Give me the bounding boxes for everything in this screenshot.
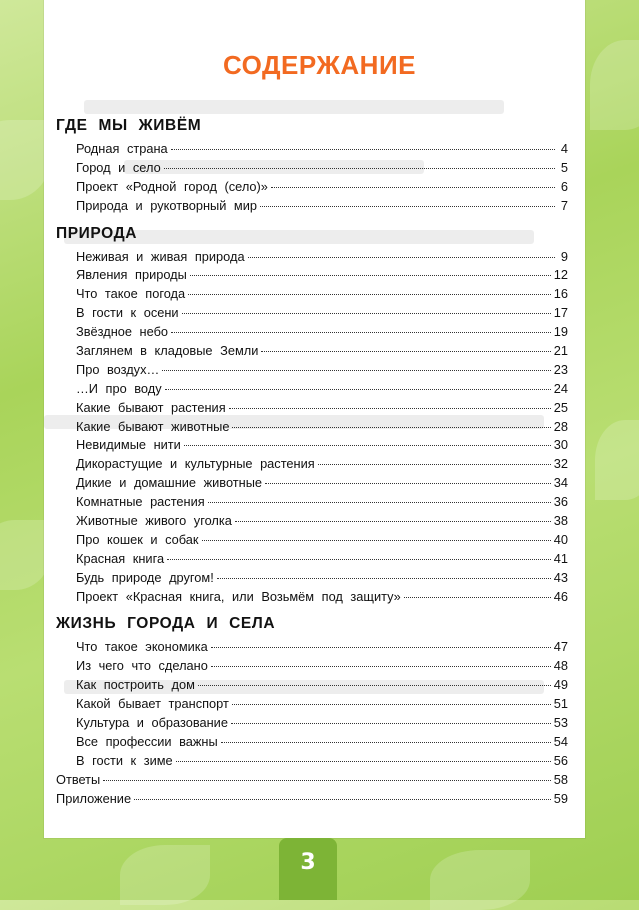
toc-entry[interactable] <box>56 197 568 216</box>
toc-entry-label: Заглянем в кладовые Земли <box>76 343 259 359</box>
leader-dots <box>188 294 551 295</box>
leader-dots <box>202 540 551 541</box>
section-title: ПРИРОДА <box>56 224 138 242</box>
toc-entry-page: 49 <box>553 677 568 693</box>
toc-entry-page: 47 <box>553 639 568 655</box>
toc-entry[interactable] <box>56 304 568 323</box>
toc-entry-label: Какой бывает транспорт <box>76 696 229 712</box>
toc-entry-label: Ответы <box>56 771 101 787</box>
toc-entry[interactable] <box>56 493 568 512</box>
leader-dots <box>208 502 551 503</box>
toc-entry-label: Какие бывают животные <box>76 418 230 434</box>
toc-entry-page: 5 <box>560 159 568 175</box>
toc-entry-label: Про воздух… <box>76 361 160 377</box>
page-number: 3 <box>300 850 316 875</box>
toc-entry[interactable] <box>56 285 568 304</box>
toc-entry-page: 54 <box>553 733 568 749</box>
toc-entry-label: Приложение <box>56 790 132 806</box>
leader-dots <box>232 704 551 705</box>
toc-entry-label: В гости к осени <box>76 305 179 321</box>
toc-entry-label: Все профессии важны <box>76 733 218 749</box>
leader-dots <box>261 351 550 352</box>
toc-entry-page: 4 <box>560 141 568 156</box>
leader-dots <box>190 275 551 276</box>
leader-dots <box>171 332 551 333</box>
toc-entry-page: 32 <box>553 456 568 472</box>
leader-dots <box>182 313 551 314</box>
toc-entry-label: Про кошек и собак <box>76 531 199 547</box>
toc-entry[interactable] <box>56 657 568 676</box>
toc-entry-page: 51 <box>553 696 568 712</box>
toc-entry-page: 38 <box>553 513 568 529</box>
leader-dots <box>164 168 555 169</box>
toc-entry-label: Город и село <box>76 159 161 175</box>
toc-entry-page: 28 <box>553 418 568 434</box>
background-leaf <box>0 520 50 590</box>
toc-entry-appendix[interactable] <box>56 790 568 809</box>
toc-entry-label: В гости к зиме <box>76 752 173 768</box>
toc-entry-label: Красная книга <box>76 550 165 566</box>
leader-dots <box>260 206 555 207</box>
leader-dots <box>265 483 551 484</box>
toc-entry[interactable] <box>56 695 568 714</box>
leader-dots <box>211 666 551 667</box>
leader-dots <box>221 742 551 743</box>
toc-entry-page: 48 <box>553 658 568 674</box>
toc-entry[interactable] <box>56 531 568 550</box>
background-leaf <box>120 845 210 905</box>
toc-entry-page: 12 <box>553 267 568 283</box>
section-title: ЖИЗНЬ ГОРОДА И СЕЛА <box>56 615 276 633</box>
toc-entry[interactable] <box>56 380 568 399</box>
toc-entry-page: 9 <box>560 248 568 264</box>
leader-dots <box>103 780 551 781</box>
toc-entry[interactable] <box>56 436 568 455</box>
leader-dots <box>176 761 551 762</box>
toc-entry[interactable] <box>56 638 568 657</box>
toc-entry[interactable] <box>56 588 568 607</box>
toc-entry-page: 24 <box>553 380 568 396</box>
toc-entry[interactable] <box>56 342 568 361</box>
leader-dots <box>162 370 551 371</box>
toc-entry[interactable] <box>56 676 568 695</box>
toc-entry-label: Что такое погода <box>76 286 186 302</box>
toc-entry-page: 7 <box>560 197 568 213</box>
section-title: ГДЕ МЫ ЖИВЁМ <box>56 117 202 134</box>
toc-entry-label: Родная страна <box>76 141 168 156</box>
toc-entry-page: 53 <box>553 715 568 731</box>
toc-entry-page: 36 <box>553 494 568 510</box>
toc-entry-label: Проект «Родной город (село)» <box>76 178 268 194</box>
toc-entry-page: 41 <box>553 550 568 566</box>
toc-entry[interactable] <box>56 474 568 493</box>
toc-entry-page: 59 <box>553 790 568 806</box>
leader-dots <box>235 521 551 522</box>
toc-entry-page: 21 <box>553 343 568 359</box>
toc-entry-label: Невидимые нити <box>76 437 181 453</box>
toc-entry-page: 58 <box>553 771 568 787</box>
toc-entry-label: Дикорастущие и культурные растения <box>76 456 315 472</box>
toc-entry-label: Дикие и домашние животные <box>76 475 263 491</box>
toc-entry[interactable] <box>56 455 568 474</box>
leader-dots <box>198 685 551 686</box>
toc-entry[interactable] <box>56 266 568 285</box>
toc-entry-page: 34 <box>553 475 568 491</box>
toc-entry-page: 19 <box>553 324 568 340</box>
leader-dots <box>184 445 551 446</box>
toc-entry-page: 46 <box>553 588 568 604</box>
toc-entry-label: Неживая и живая природа <box>76 248 245 264</box>
toc-entry[interactable] <box>56 248 568 267</box>
toc-entry-page: 17 <box>553 305 568 321</box>
toc-entry-page: 30 <box>553 437 568 453</box>
leader-dots <box>134 799 551 800</box>
toc-entry[interactable] <box>56 512 568 531</box>
toc-entry-label: Что такое экономика <box>76 639 208 655</box>
toc-entry-label: Какие бывают растения <box>76 399 226 415</box>
leader-dots <box>248 257 555 258</box>
toc-entry[interactable] <box>56 361 568 380</box>
leader-dots <box>271 187 555 188</box>
toc-entry-page: 43 <box>553 569 568 585</box>
toc-entry-label: …И про воду <box>76 380 162 396</box>
leader-dots <box>231 723 551 724</box>
toc-entry[interactable] <box>56 733 568 752</box>
table-of-contents <box>56 116 568 809</box>
leader-dots <box>167 559 551 560</box>
toc-entry[interactable] <box>56 569 568 588</box>
toc-entry[interactable] <box>56 323 568 342</box>
toc-entry-label: Проект «Красная книга, или Возьмём под защиту» <box>76 588 401 604</box>
toc-entry-label: Как построить дом <box>76 677 195 693</box>
toc-entry-label: Комнатные растения <box>76 494 205 510</box>
leader-dots <box>404 597 551 598</box>
toc-entry-label: Животные живого уголка <box>76 513 232 529</box>
background-leaf <box>430 850 530 910</box>
toc-entry[interactable] <box>56 418 568 437</box>
toc-entry-label: Явления природы <box>76 267 187 283</box>
leader-dots <box>165 389 551 390</box>
background-leaf <box>0 120 50 200</box>
leader-dots <box>232 427 550 428</box>
toc-entry[interactable] <box>56 159 568 178</box>
toc-entry-page: 16 <box>553 286 568 302</box>
leader-dots <box>229 408 551 409</box>
toc-entry[interactable] <box>56 752 568 771</box>
toc-entry[interactable] <box>56 140 568 159</box>
toc-entry-page: 25 <box>553 399 568 415</box>
toc-entry-page: 56 <box>553 752 568 768</box>
toc-entry-label: Культура и образование <box>76 715 228 731</box>
toc-entry-label: Природа и рукотворный мир <box>76 197 257 213</box>
leader-dots <box>217 578 551 579</box>
toc-entry-page: 6 <box>560 178 568 194</box>
leader-dots <box>211 647 551 648</box>
toc-entry-page: 40 <box>553 531 568 547</box>
toc-entry-label: Будь природе другом! <box>76 569 214 585</box>
page-title: СОДЕРЖАНИЕ <box>223 50 416 80</box>
toc-entry-label: Звёздное небо <box>76 324 169 340</box>
toc-entry[interactable] <box>56 550 568 569</box>
toc-entry[interactable] <box>56 178 568 197</box>
background-leaf <box>595 420 639 500</box>
toc-entry-answers[interactable] <box>56 771 568 790</box>
toc-entry[interactable] <box>56 714 568 733</box>
leader-dots <box>171 149 555 150</box>
toc-entry-page: 23 <box>553 361 568 377</box>
toc-entry[interactable] <box>56 399 568 418</box>
leader-dots <box>318 464 551 465</box>
toc-entry-label: Из чего что сделано <box>76 658 208 674</box>
